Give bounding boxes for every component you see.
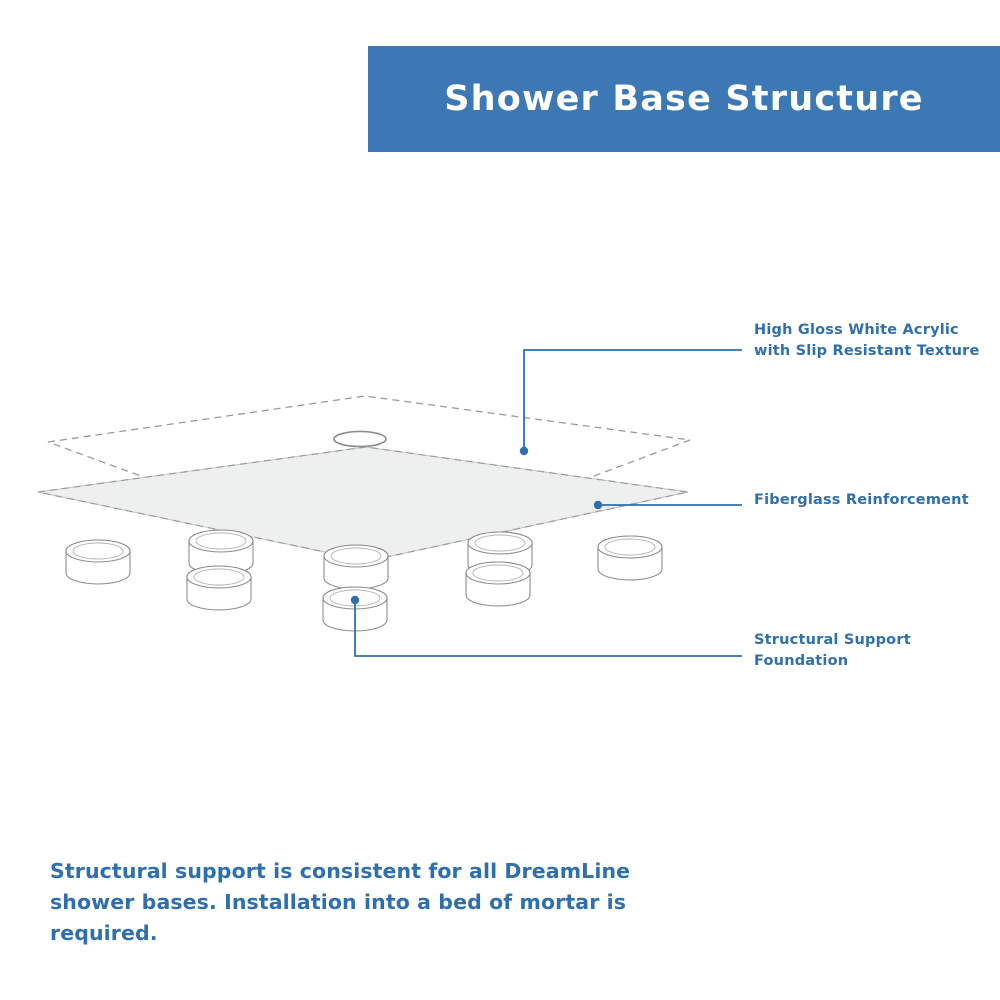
support-ring xyxy=(66,540,130,584)
support-ring xyxy=(598,536,662,580)
fiberglass-panel-surface xyxy=(38,447,688,561)
leader-line-support xyxy=(355,600,742,656)
leader-line-acrylic xyxy=(524,350,742,451)
footer-note: Structural support is consistent for all DreamLine shower bases. Installation into a bed of mortar is required. xyxy=(50,859,631,946)
fiberglass-panel xyxy=(38,447,688,561)
page-title: Shower Base Structure xyxy=(444,79,924,119)
support-ring xyxy=(466,562,530,606)
drain-opening-icon xyxy=(334,432,386,447)
callout-label-fiberglass: Fiberglass Reinforcement xyxy=(754,492,969,508)
leader-dot-acrylic xyxy=(520,447,528,455)
structural-support-group xyxy=(66,530,662,631)
callout-label-support: Structural Support Foundation xyxy=(754,632,911,669)
support-ring xyxy=(187,566,251,610)
support-ring xyxy=(324,545,388,589)
leader-dot-support xyxy=(351,596,359,604)
leader-dot-fiberglass xyxy=(594,501,602,509)
callout-label-acrylic: High Gloss White Acrylic with Slip Resistant Texture xyxy=(754,322,980,359)
